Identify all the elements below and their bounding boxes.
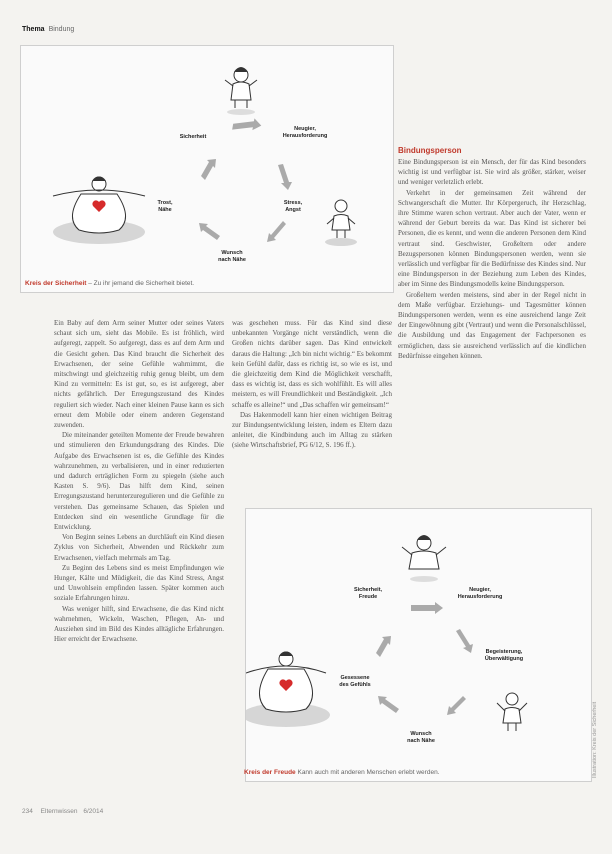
label-curiosity [265, 126, 345, 140]
sidebar-paragraph: Verkehrt in der gemeinsamen Zeit während der Schwangerschaft die Mutter. Ihr Körpergeruch, ihr Herzschlag, ihre Stimme waren schon vertraut. Aber auch der Vater, wenn er während der Geburt bereits da war. Das Kind ist sicherer bei Personen, die es kennt, und wenn die anderen Personen dem Kind vertraut sind. Geschwister, Großeltern oder andere Bezugspersonen können Bindungspersonen werden, wenn sie verlässlich und verfügbar für die Bedürfnisse des Kindes sind. Nur eine Bindungsperson in der Beziehung zum Leben des Kindes, aber im Sinne des Bindungsmodells keine Bindungsperson. [398, 188, 586, 289]
label-shared-feeling-text: Gesessene des Gefühls [339, 675, 371, 688]
paragraph: Was weniger hilft, sind Erwachsene, die das Kind nicht wahrnehmen, Wickeln, Waschen, Pflegen, An- und Ausziehen sind im Bild des Kindes alltägliche Erfahrungen. Hier erreicht der Erwachsene. [54, 604, 224, 644]
vertical-credit: Illustration: Kreis der Sicherheit [592, 701, 598, 778]
caption-title: Kreis der Sicherheit [25, 280, 87, 287]
paragraph: Zu Beginn des Lebens sind es meist Empfindungen wie Hunger, Kälte und Müdigkeit, die das Kind Stress, Angst und Unwohlsein empfinden lassen. Später kommen auch soziale Erfahrungen hinzu. [54, 563, 224, 603]
caption-circle-of-security [25, 280, 194, 287]
magazine-name: Elternwissen [40, 808, 78, 815]
label-curiosity-text: Neugier, Herausforderung [282, 126, 328, 139]
label-curiosity [440, 587, 520, 601]
sidebar-paragraph: Großeltern werden meistens, sind aber in der Regel nicht in dem Maße verfügbar. Erziehungs- und Tagesmütter können Bindungspersonen werden, wenn es eine ausreichend lange Zeit der Eingewöhnung gibt (Vertraut) und wenn die Personalschlüssel, die Ausbildung und das Engagement der Fachpersonen es ermöglichen, dass sie ausreichend verlässlich auf die kindlichen Bedürfnisse eingehen können. [398, 290, 586, 360]
caption-text: Kann auch mit anderen Menschen erlebt werden. [297, 769, 440, 776]
label-security [163, 134, 223, 141]
label-security-text: Sicherheit [179, 134, 207, 140]
article-column-1 [54, 318, 224, 645]
arrow-left-lower [199, 223, 220, 240]
caption-text: – Zu ihr jemand die Sicherheit bietet. [88, 280, 195, 287]
child-figure-right [497, 693, 527, 731]
sidebar-paragraph: Eine Bindungsperson ist ein Mensch, der für das Kind besonders wichtig ist und verfügbar ist. Sie wird als größer, stärker, weiser und weniger verletzlich erlebt. [398, 158, 586, 187]
caption-title: Kreis der Freude [244, 769, 296, 776]
arrow-left-lower [378, 696, 399, 713]
article-column-2 [232, 318, 392, 451]
label-wish-closeness-text: Wunsch nach Nähe [218, 250, 246, 263]
label-excitement-text: Begeisterung, Überwältigung [484, 649, 524, 662]
paragraph: was geschehen muss. Für das Kind sind diese unbekannten Vorgänge nicht verständlich, wenn die Großen nichts darüber sagen. Das Kind entwickelt daraus die Haltung: „Ich bin nicht wichtig.“ Es bekommt kein Gefühl dafür, dass es richtig ist, so wie es ist, und die gleichzeitig dem Kind die Möglichkeit verschafft, dass es wichtig ist, dass es sich wohlfühlt. Es will alles meistern, es will Freundlichkeit und Beständigkeit. „Ich schaffe es alleine!“ und „Das schaffen wir gemeinsam!“ [232, 319, 392, 409]
child-figure-top [402, 535, 446, 582]
arrow-left-upper [201, 159, 216, 180]
label-shared-feeling [330, 675, 380, 689]
child-figure-top [225, 67, 257, 115]
paragraph: Die miteinander geteilten Momente der Freude bewahren und stimulieren den Erkundungsdrang des Kindes. Die Aufgabe des Erwachsenen ist es, die Gefühle des Kindes wahrzunehmen, zu verbalisieren, und in einer reduzierten und dadurch erträglichen Form zu spiegeln (siehe auch Kasten S. 9/6). Das hilft dem Kind, seinen Erregungszustand herunterzuregulieren und die Gefühle zu verstehen. Das gemeinsame Schauen, das Spielen und Entdecken sind ein wesentliche Grundlage für die Entwicklung. [54, 431, 224, 532]
header-section: Thema [22, 26, 45, 33]
paragraph: Das Hakenmodell kann hier einen wichtigen Beitrag zur Bindungsentwicklung leisten, indem es Eltern dazu anleitet, die Kindbindung auch im Alltag zu stärken (siehe Wirtschaftsbrief, PG 6/12, S. 196 ff.). [232, 410, 392, 450]
label-wish-closeness [207, 250, 257, 264]
arrow-right-upper [456, 629, 473, 653]
diagram-circle-of-joy [245, 508, 592, 782]
issue-number: 6/2014 [83, 808, 104, 815]
header-topic: Bindung [48, 26, 75, 33]
arrow-right-upper [278, 164, 292, 190]
sidebar-text [398, 157, 586, 361]
arrow-top [411, 602, 443, 614]
label-curiosity-text: Neugier, Herausforderung [457, 587, 503, 600]
arrow-right-lower [447, 696, 466, 715]
label-comfort [145, 200, 185, 214]
page-number: 234 [22, 808, 33, 815]
arrow-left-upper [376, 636, 391, 657]
label-comfort-text: Trost, Nähe [157, 200, 173, 213]
arrow-top [232, 115, 262, 135]
label-wish-closeness-text: Wunsch nach Nähe [407, 731, 435, 744]
label-stress-text: Stress, Angst [283, 200, 303, 213]
label-excitement [472, 649, 536, 663]
paragraph: Ein Baby auf dem Arm seiner Mutter oder seines Vaters schaut sich um, sieht das Mobile. Es ist fröhlich, wird aufgeregt, zappelt. So aufgeregt, dass es auf dem Arm und die Gesicht gehen. Das Kind braucht die Sicherheit des Erwachsenen, der seine Gefühle wahrnimmt, die mitschwingt und gleichzeitig ruhig genug bleibt, um dem Kind zu vermitteln: Es ist gut, so, es ist aufgeregt, aber nichts gefährlich. Der Erregungszustand des Kindes reguliert sich wieder. Nach einer kleinen Pause kann es sich erneut dem Mobile oder einem anderen Gegenstand zuwenden. [54, 319, 224, 430]
label-security-joy-text: Sicherheit, Freude [353, 587, 383, 600]
page-footer [22, 808, 103, 815]
adult-with-heart-figure [246, 652, 330, 728]
label-security-joy [338, 587, 398, 601]
diagram-circle-of-security [20, 45, 394, 293]
child-figure-right [325, 200, 357, 246]
sidebar-title: Bindungsperson [398, 146, 462, 155]
caption-circle-of-joy [244, 769, 440, 776]
label-wish-closeness [396, 731, 446, 745]
arrow-right-lower [267, 221, 286, 242]
label-stress [271, 200, 315, 214]
paragraph: Von Beginn seines Lebens an durchläuft ein Kind diesen Zyklus von Sicherheit, Abwenden und Rückkehr zum Erwachsenen, vielfach mehrmals am Tag. [54, 533, 224, 562]
cycle-arrows [376, 602, 473, 715]
adult-with-heart-figure [53, 177, 145, 245]
running-header [22, 26, 74, 33]
